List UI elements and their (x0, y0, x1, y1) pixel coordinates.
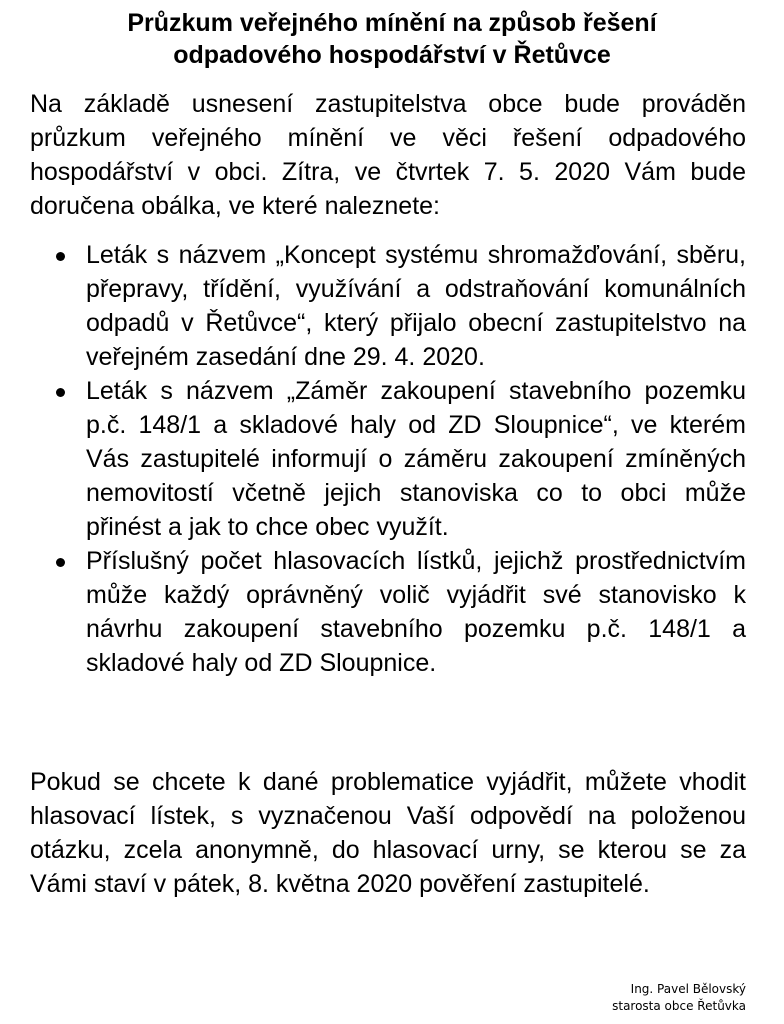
signature-role: starosta obce Řetůvka (612, 999, 746, 1013)
list-item (30, 238, 746, 374)
signature-block (612, 981, 746, 1015)
list-item (30, 374, 746, 544)
page-title (30, 7, 754, 71)
bullet-icon (56, 252, 65, 261)
title-line-1: Průzkum veřejného mínění na způsob řešení (127, 9, 657, 37)
bullet-icon (56, 558, 65, 567)
closing-paragraph: Pokud se chcete k dané problematice vyjádřit, můžete vhodit hlasovací lístek, s vyznačenou Vaší odpovědí na položenou otázku, zcela anonymně, do hlasovací urny, se kterou se za Vámi staví v pátek, 8. května 2020 pověření zastupitelé. (30, 768, 746, 898)
signature-name: Ing. Pavel Bělovský (630, 982, 746, 996)
enclosure-list (30, 238, 746, 680)
list-item-text: Leták s názvem „Záměr zakoupení stavebního pozemku p.č. 148/1 a skladové haly od ZD Sloupnice“, ve kterém Vás zastupitelé informují o záměru zakoupení zmíněných nemovitostí včetně jejich stanoviska co to obci může přinést a jak to chce obec využít. (86, 377, 746, 541)
list-item-text: Příslušný počet hlasovacích lístků, jejichž prostřednictvím může každý oprávněný volič vyjádřit své stanovisko k návrhu zakoupení stavebního pozemku p.č. 148/1 a skladové haly od ZD Sloupnice. (86, 547, 746, 677)
intro-paragraph: Na základě usnesení zastupitelstva obce bude prováděn průzkum veřejného mínění ve věci řešení odpadového hospodářství v obci. Zítra, ve čtvrtek 7. 5. 2020 Vám bude doručena obálka, ve které naleznete: (30, 90, 746, 220)
bullet-icon (56, 388, 65, 397)
list-item (30, 544, 746, 680)
list-item-text: Leták s názvem „Koncept systému shromažďování, sběru, přepravy, třídění, využívání a odstraňování komunálních odpadů v Řetůvce“, který přijalo obecní zastupitelstvo na veřejném zasedání dne 29. 4. 2020. (86, 241, 746, 371)
title-line-2: odpadového hospodářství v Řetůvce (173, 41, 611, 69)
